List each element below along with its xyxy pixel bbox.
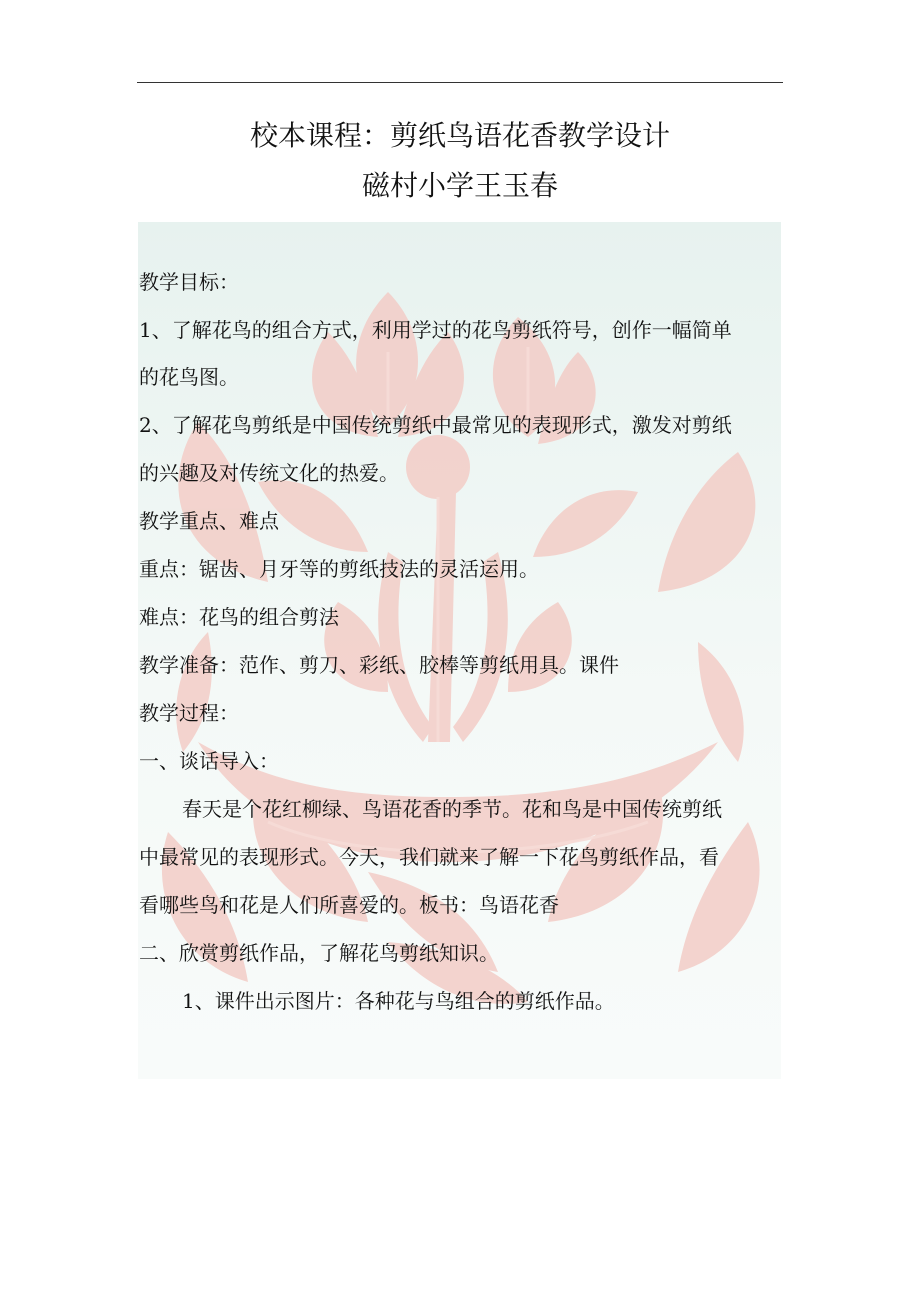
text-line: 教学准备：范作、剪刀、彩纸、胶棒等剪纸用具。课件 bbox=[139, 653, 619, 677]
text-line: 的兴趣及对传统文化的热爱。 bbox=[139, 461, 399, 485]
text-line: 看哪些鸟和花是人们所喜爱的。板书：鸟语花香 bbox=[139, 893, 559, 917]
text-line: 二、欣赏剪纸作品，了解花鸟剪纸知识。 bbox=[139, 941, 499, 965]
header-rule bbox=[137, 82, 783, 83]
text-line: 教学重点、难点 bbox=[139, 509, 279, 533]
text-line: 春天是个花红柳绿、鸟语花香的季节。花和鸟是中国传统剪纸 bbox=[182, 797, 722, 821]
text-line: 一、谈话导入： bbox=[139, 749, 279, 773]
text-line: 1、课件出示图片：各种花与鸟组合的剪纸作品。 bbox=[182, 989, 615, 1013]
text-line: 教学过程： bbox=[139, 701, 239, 725]
text-line: 重点：锯齿、月牙等的剪纸技法的灵活运用。 bbox=[139, 557, 539, 581]
document-title: 校本课程：剪纸鸟语花香教学设计 bbox=[249, 119, 670, 152]
text-line: 2、了解花鸟剪纸是中国传统剪纸中最常见的表现形式，激发对剪纸 bbox=[139, 413, 732, 437]
text-line: 1、了解花鸟的组合方式，利用学过的花鸟剪纸符号，创作一幅简单 bbox=[139, 318, 732, 342]
text-line: 教学目标： bbox=[139, 270, 239, 294]
text-line: 的花鸟图。 bbox=[139, 365, 239, 389]
text-line: 中最常见的表现形式。今天，我们就来了解一下花鸟剪纸作品，看 bbox=[139, 845, 719, 869]
text-line: 难点：花鸟的组合剪法 bbox=[139, 605, 339, 629]
author-line: 磁村小学王玉春 bbox=[361, 169, 558, 202]
